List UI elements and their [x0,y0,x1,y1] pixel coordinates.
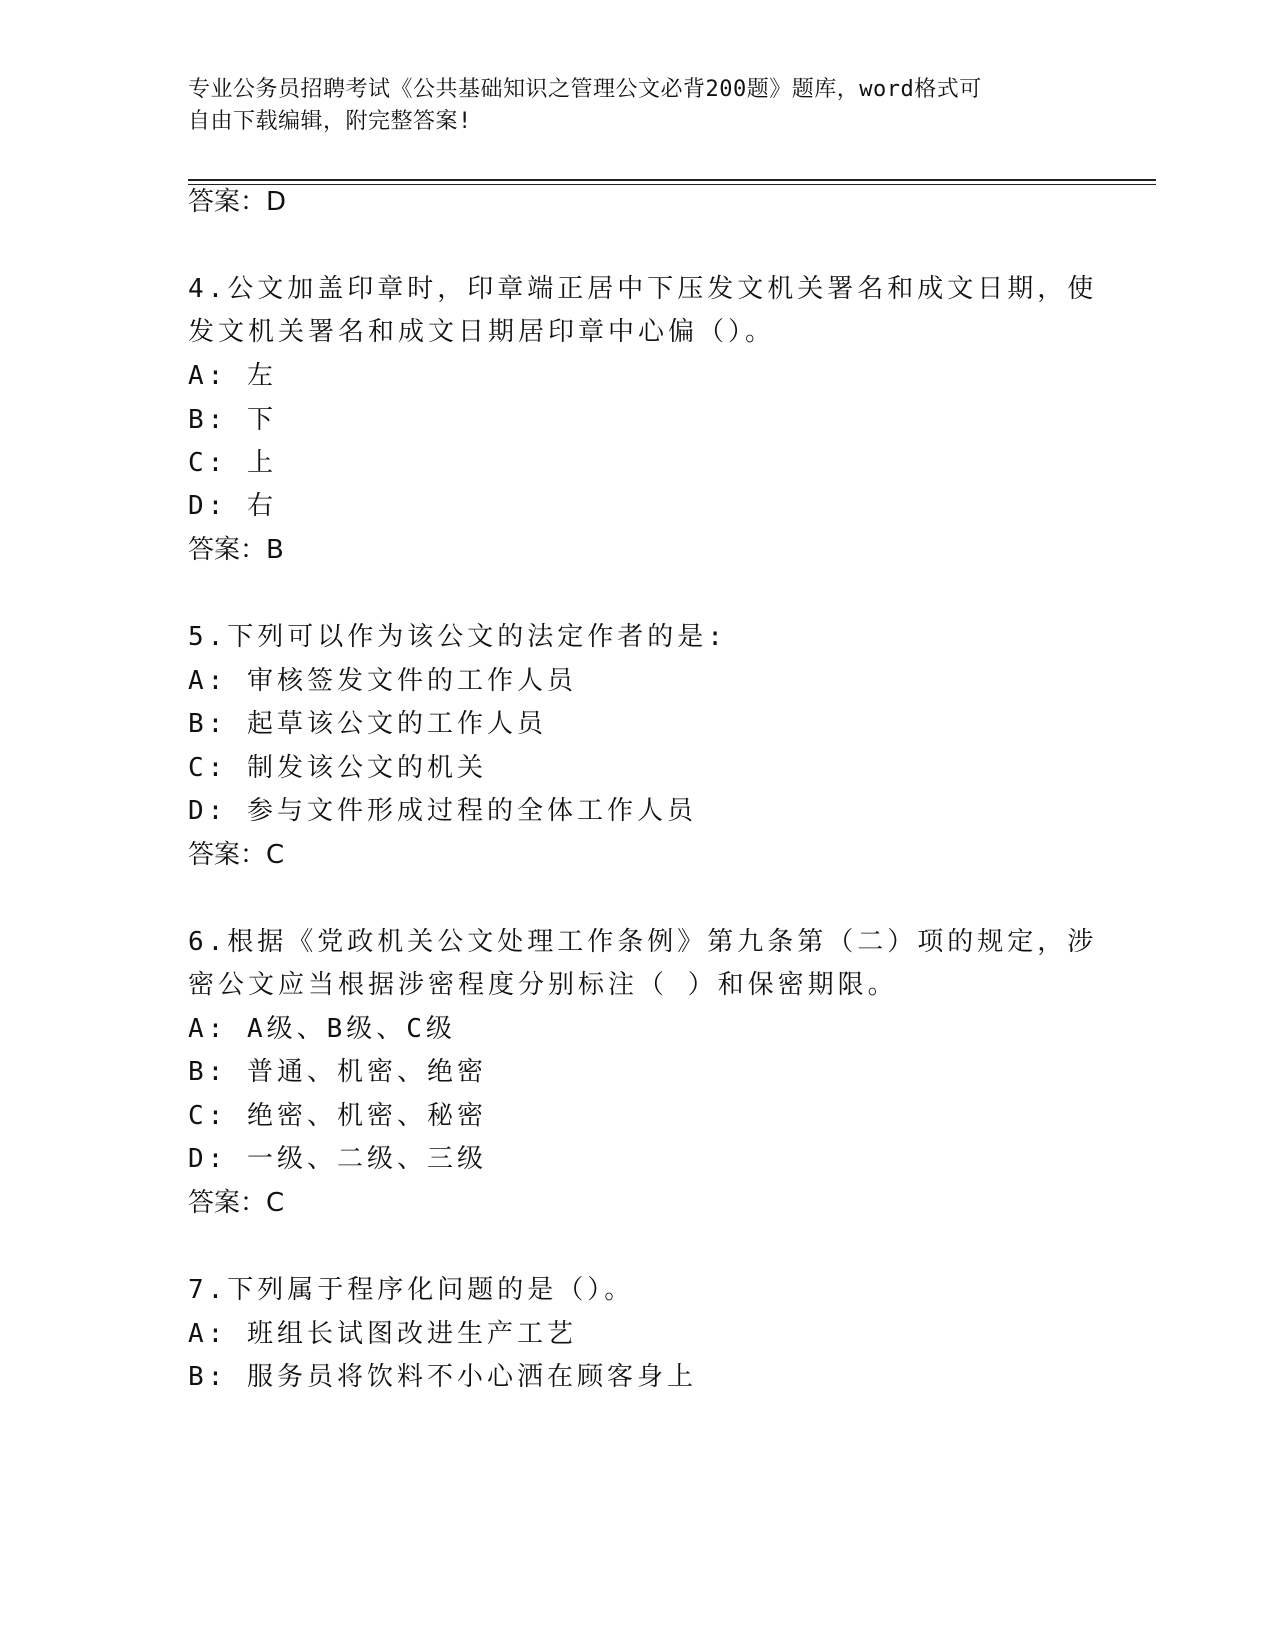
question-4-option-b: B: 下 [188,405,277,435]
question-6-stem-line-1: 6.根据《党政机关公文处理工作条例》第九条第（二）项的规定，涉 [188,927,1098,957]
question-5-option-b: B: 起草该公文的工作人员 [188,709,547,739]
question-6-answer: 答案：C [188,1188,285,1218]
question-6-option-c: C: 绝密、机密、秘密 [188,1101,487,1131]
header-line-1: 专业公务员招聘考试《公共基础知识之管理公文必背200题》题库，word格式可 [188,77,982,102]
question-4-answer: 答案：B [188,535,284,565]
question-4-stem-line-1: 4.公文加盖印章时，印章端正居中下压发文机关署名和成文日期，使 [188,274,1098,304]
question-4-stem-line-2: 发文机关署名和成文日期居印章中心偏（）。 [188,317,776,347]
question-5-option-a: A: 审核签发文件的工作人员 [188,666,577,696]
question-5-stem-line-1: 5.下列可以作为该公文的法定作者的是: [188,622,727,652]
question-5-option-c: C: 制发该公文的机关 [188,753,487,783]
question-5-answer: 答案：C [188,840,285,870]
question-6-option-a: A: A级、B级、C级 [188,1014,456,1044]
question-4-option-d: D: 右 [188,491,277,521]
question-6-option-b: B: 普通、机密、绝密 [188,1057,487,1087]
question-5-option-d: D: 参与文件形成过程的全体工作人员 [188,796,697,826]
question-7-option-b: B: 服务员将饮料不小心洒在顾客身上 [188,1362,697,1392]
question-6-stem-line-2: 密公文应当根据涉密程度分别标注（ ）和保密期限。 [188,970,898,1000]
question-4-option-a: A: 左 [188,361,277,391]
question-4-option-c: C: 上 [188,448,277,478]
question-6-option-d: D: 一级、二级、三级 [188,1144,487,1174]
previous-answer: 答案：D [188,187,287,217]
header-line-2: 自由下载编辑，附完整答案! [188,109,472,134]
header-rule-thin [188,184,1156,185]
question-7-stem-line-1: 7.下列属于程序化问题的是（）。 [188,1275,635,1305]
question-7-option-a: A: 班组长试图改进生产工艺 [188,1319,577,1349]
header-rule-thick [188,179,1156,181]
document-header [188,74,1088,138]
